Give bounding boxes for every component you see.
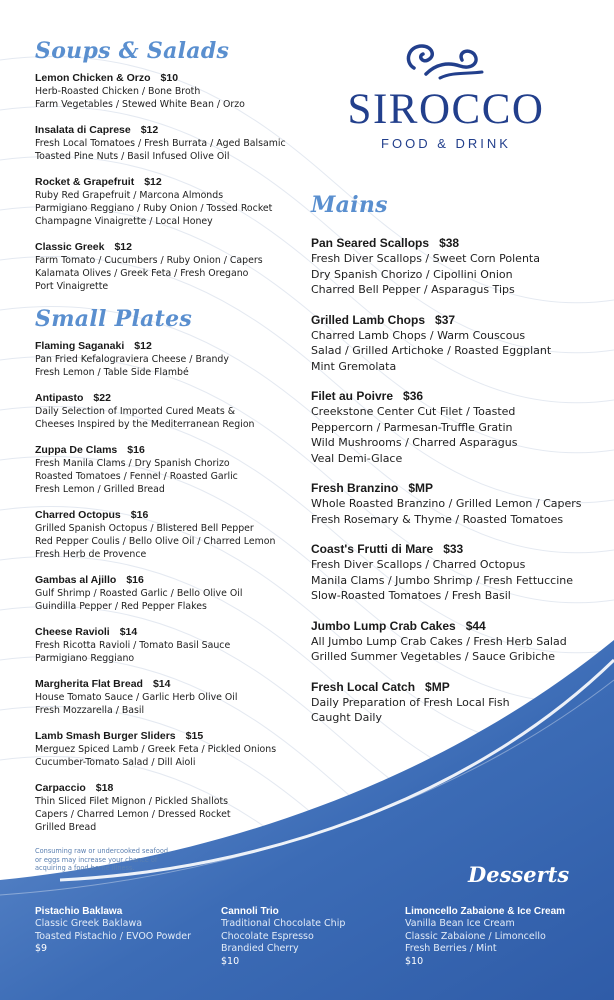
menu-item-description: Fresh Local Tomatoes / Fresh Burrata / Aged Balsamic [35, 138, 286, 149]
menu-item-heading [311, 679, 601, 695]
menu-item [311, 312, 601, 375]
menu-item-description: Fresh Diver Scallops / Charred Octopus [311, 558, 526, 571]
menu-item-price: $MP [425, 679, 450, 694]
menu-item-price: $18 [95, 782, 114, 794]
menu-item-heading [311, 235, 601, 251]
menu-item [35, 444, 305, 496]
menu-item-description: Caught Daily [311, 711, 382, 724]
menu-item-name: Pan Seared Scallops [311, 236, 430, 250]
menu-item-description: Fresh Ricotta Ravioli / Tomato Basil Sauce [35, 640, 231, 651]
menu-item [311, 618, 601, 665]
menu-item-description: Daily Preparation of Fresh Local Fish [311, 695, 510, 709]
menu-item-price: $38 [439, 236, 460, 250]
small-plates-title: Small Plates [35, 306, 193, 332]
menu-item-price: $22 [93, 392, 111, 404]
menu-item [35, 678, 305, 717]
menu-item-description: Whole Roasted Branzino / Grilled Lemon / Capers [311, 497, 582, 510]
dessert-item: Cannoli Trio Traditional Chocolate Chip Chocolate Espresso Brandied Cherry $10 [221, 906, 346, 967]
menu-item-price: $14 [119, 626, 138, 638]
desserts-title: Desserts [468, 862, 570, 887]
menu-item-heading [35, 444, 305, 457]
menu-item-description: Kalamata Olives / Greek Feta / Fresh Oregano [35, 268, 249, 279]
menu-item [35, 392, 305, 431]
menu-item-description: Champagne Vinaigrette / Local Honey [35, 216, 213, 227]
menu-item-description: Parmigiano Reggiano [35, 653, 135, 664]
menu-item-description: Thin Sliced Filet Mignon / Pickled Shallots [35, 796, 229, 807]
soups-salads-list [35, 72, 305, 293]
menu-item-heading [311, 388, 601, 404]
menu-item-description: Slow-Roasted Tomatoes / Fresh Basil [311, 589, 511, 602]
menu-item-name: Grilled Lamb Chops [311, 312, 426, 327]
menu-item-price: $12 [144, 176, 162, 188]
brand-tagline: FOOD & DRINK [381, 136, 511, 151]
menu-item [35, 340, 305, 379]
menu-item-heading [311, 618, 601, 634]
menu-item-name: Fresh Branzino [311, 481, 399, 495]
menu-item-heading [35, 72, 305, 85]
menu-item-price: $37 [435, 312, 456, 327]
menu-item-name: Margherita Flat Bread [35, 678, 143, 690]
menu-item-description: Grilled Bread [35, 822, 97, 833]
menu-item-heading [35, 509, 305, 522]
menu-item-description: Charred Bell Pepper / Asparagus Tips [311, 283, 515, 296]
menu-item-name: Charred Octopus [35, 509, 121, 521]
menu-item [35, 124, 305, 163]
menu-item-description: Capers / Charred Lemon / Dressed Rocket [35, 809, 231, 820]
menu-item-price: $16 [130, 509, 149, 521]
menu-item-description: Salad / Grilled Artichoke / Roasted Eggplant [311, 344, 552, 357]
menu-item [35, 626, 305, 665]
menu-item-description: Red Pepper Coulis / Bello Olive Oil / Charred Lemon [35, 536, 276, 547]
menu-item-name: Rocket & Grapefruit [35, 176, 135, 188]
menu-item-price: $15 [185, 730, 204, 742]
menu-item-name: Classic Greek [35, 241, 105, 253]
menu-item-description: Gulf Shrimp / Roasted Garlic / Bello Olive Oil [35, 588, 243, 599]
menu-item-heading [311, 541, 601, 557]
menu-item-name: Filet au Poivre [311, 389, 394, 403]
menu-item-heading [35, 730, 305, 743]
menu-item-name: Fresh Local Catch [311, 679, 416, 694]
menu-item-price: $12 [134, 340, 152, 352]
menu-item-description: Roasted Tomatoes / Fennel / Roasted Garlic [35, 471, 238, 482]
menu-item-description: Fresh Lemon / Table Side Flambé [35, 367, 189, 378]
menu-item [35, 176, 305, 228]
menu-item-description: Pan Fried Kefalograviera Cheese / Brandy [35, 354, 229, 365]
menu-item [35, 730, 305, 769]
menu-item-heading [311, 480, 601, 496]
menu-item-price: $12 [114, 241, 132, 253]
menu-item [35, 509, 305, 561]
brand-name: SIROCCO [347, 86, 545, 133]
food-safety-disclaimer: Consuming raw or undercooked seafood or eggs may increase your chance of acquiring a food borne illness. [35, 847, 169, 872]
menu-item [311, 480, 601, 527]
soups-salads-title: Soups & Salads [35, 38, 230, 64]
menu-item-heading [35, 626, 305, 639]
menu-item-price: $10 [160, 72, 179, 84]
menu-item-description: Mint Gremolata [311, 359, 397, 373]
menu-item [311, 388, 601, 466]
menu-item-description: Farm Tomato / Cucumbers / Ruby Onion / Capers [35, 255, 263, 266]
menu-item-description: Charred Lamb Chops / Warm Couscous [311, 328, 526, 342]
wind-swirl-icon [396, 38, 496, 82]
menu-item-description: Cheeses Inspired by the Mediterranean Region [35, 419, 255, 430]
menu-item-description: Port Vinaigrette [35, 281, 109, 292]
menu-item [35, 72, 305, 111]
menu-item-description: Parmigiano Reggiano / Ruby Onion / Tossed Rocket [35, 203, 273, 214]
menu-item [35, 782, 305, 834]
menu-item-price: $33 [443, 542, 464, 556]
menu-item-name: Carpaccio [35, 782, 86, 794]
menu-item-name: Jumbo Lump Crab Cakes [311, 618, 456, 633]
menu-item-description: Fresh Herb de Provence [35, 549, 147, 560]
menu-item-name: Lamb Smash Burger Sliders [35, 730, 176, 742]
menu-item-name: Gambas al Ajillo [35, 574, 117, 586]
menu-item-description: Ruby Red Grapefruit / Marcona Almonds [35, 190, 224, 201]
menu-item-name: Cheese Ravioli [35, 626, 110, 638]
restaurant-logo [326, 38, 566, 163]
menu-item-description: Grilled Spanish Octopus / Blistered Bell Pepper [35, 523, 254, 534]
menu-item-description: Merguez Spiced Lamb / Greek Feta / Pickled Onions [35, 744, 277, 755]
menu-item-description: Fresh Manila Clams / Dry Spanish Chorizo [35, 458, 230, 469]
menu-item-description: Creekstone Center Cut Filet / Toasted [311, 405, 516, 418]
menu-item-description: Fresh Diver Scallops / Sweet Corn Polenta [311, 252, 540, 265]
menu-item-heading [35, 782, 305, 795]
menu-item-description: Grilled Summer Vegetables / Sauce Gribiche [311, 650, 556, 663]
menu-item-description: Wild Mushrooms / Charred Asparagus [311, 436, 518, 449]
menu-item-heading [35, 678, 305, 691]
dessert-item: Pistachio Baklawa Classic Greek Baklawa Toasted Pistachio / EVOO Powder $9 [35, 906, 192, 954]
mains-list [311, 235, 601, 740]
menu-item-heading [35, 176, 305, 189]
menu-item-heading [35, 574, 305, 587]
menu-item-description: Cucumber-Tomato Salad / Dill Aioli [35, 757, 196, 768]
menu-item-price: $44 [465, 618, 486, 633]
menu-item-name: Zuppa De Clams [35, 444, 118, 456]
menu-item-description: Peppercorn / Parmesan-Truffle Gratin [311, 420, 513, 434]
menu-item-description: Manila Clams / Jumbo Shrimp / Fresh Fettuccine [311, 573, 574, 587]
menu-item [35, 241, 305, 293]
menu-item-description: Fresh Rosemary & Thyme / Roasted Tomatoes [311, 512, 564, 526]
menu-item-name: Coast's Frutti di Mare [311, 542, 434, 556]
menu-item-description: Toasted Pine Nuts / Basil Infused Olive Oil [35, 151, 230, 162]
menu-item-description: Veal Demi-Glace [311, 451, 403, 465]
menu-item-description: Dry Spanish Chorizo / Cipollini Onion [311, 267, 513, 281]
menu-item-heading [35, 392, 305, 405]
left-column [35, 38, 305, 873]
menu-item-description: House Tomato Sauce / Garlic Herb Olive Oil [35, 692, 238, 703]
menu-item [311, 679, 601, 726]
menu-item-name: Insalata di Caprese [35, 124, 131, 136]
menu-item-description: Guindilla Pepper / Red Pepper Flakes [35, 601, 207, 612]
menu-item-heading [35, 340, 305, 353]
menu-item-heading [35, 124, 305, 137]
menu-item-price: $MP [408, 481, 434, 495]
menu-item [311, 235, 601, 298]
menu-item-name: Flaming Saganaki [35, 340, 125, 352]
menu-item-name: Antipasto [35, 392, 84, 404]
menu-item [35, 574, 305, 613]
menu-item-description: Fresh Lemon / Grilled Bread [35, 484, 165, 495]
menu-item-description: Daily Selection of Imported Cured Meats & [35, 406, 236, 417]
menu-item-price: $36 [403, 389, 424, 403]
mains-title: Mains [311, 192, 388, 218]
menu-item-description: All Jumbo Lump Crab Cakes / Fresh Herb Salad [311, 634, 567, 648]
menu-item [311, 541, 601, 604]
dessert-item: Limoncello Zabaione & Ice Cream Vanilla Bean Ice Cream Classic Zabaione / Limoncello Fresh Berries / Mint $10 [405, 906, 566, 967]
menu-item-description: Herb-Roasted Chicken / Bone Broth [35, 86, 201, 97]
menu-item-price: $16 [126, 574, 144, 586]
menu-item-name: Lemon Chicken & Orzo [35, 72, 151, 84]
menu-item-price: $16 [127, 444, 145, 456]
menu-item-price: $14 [152, 678, 171, 690]
menu-item-heading [311, 312, 601, 328]
menu-item-heading [35, 241, 305, 254]
menu-item-price: $12 [140, 124, 159, 136]
menu-item-description: Fresh Mozzarella / Basil [35, 705, 145, 716]
menu-item-description: Farm Vegetables / Stewed White Bean / Orzo [35, 99, 245, 110]
small-plates-list [35, 340, 305, 834]
